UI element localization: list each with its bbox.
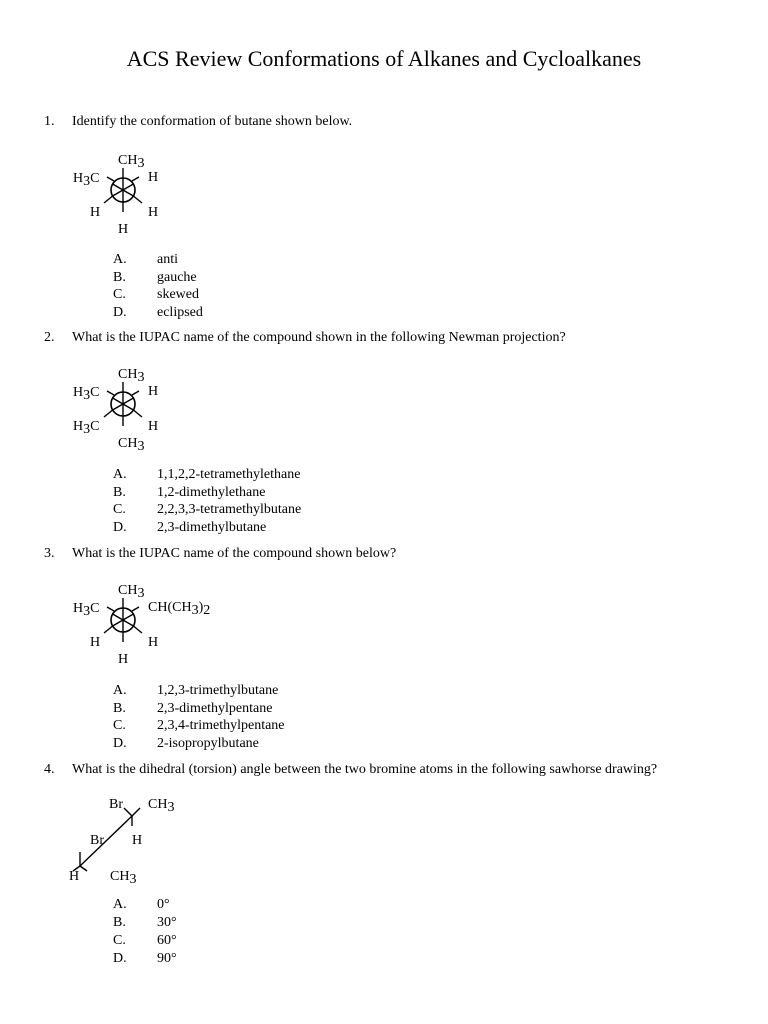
substituent-lower-right: H: [148, 635, 159, 650]
choice-letter: A.: [113, 467, 127, 482]
choice-letter: A.: [113, 897, 127, 912]
choice-text: 2,3-dimethylbutane: [157, 520, 267, 536]
atom-back-left: Br: [109, 797, 123, 812]
substituent-lower-left: H: [90, 205, 101, 220]
choice-letter: D.: [113, 305, 127, 321]
choice-text: 1,2-dimethylethane: [157, 484, 266, 500]
substituent-lower-left: H3C: [73, 419, 100, 437]
choice-letter: B.: [113, 700, 126, 716]
substituent-bottom: H: [118, 222, 129, 237]
choice-text: 2-isopropylbutane: [157, 736, 259, 752]
substituent-upper-right: CH(CH3)2: [148, 600, 211, 618]
atom-back-right: CH3: [148, 797, 175, 815]
choice-text: 1,2,3-trimethylbutane: [157, 683, 279, 698]
substituent-upper-left: H3C: [73, 601, 100, 619]
choice-text: 0°: [157, 897, 170, 912]
atom-front-left: H: [69, 869, 80, 884]
atom-front-up: Br: [90, 833, 104, 848]
choice-text: 30°: [157, 915, 177, 930]
substituent-bottom: CH3: [118, 436, 145, 454]
choice-letter: D.: [113, 951, 127, 966]
substituent-upper-right: H: [148, 384, 159, 399]
substituent-upper-right: H: [148, 170, 159, 185]
atom-back-down: H: [132, 833, 143, 848]
choice-text: 1,1,2,2-tetramethylethane: [157, 467, 301, 482]
choice-letter: D.: [113, 736, 127, 752]
substituent-top: CH3: [118, 367, 145, 385]
substituent-bottom: H: [118, 652, 129, 667]
choice-text: gauche: [157, 269, 197, 285]
choice-letter: B.: [113, 269, 126, 285]
question-number: 4.: [44, 762, 55, 777]
question-text: What is the dihedral (torsion) angle between the two bromine atoms in the following sawhorse drawing?: [72, 762, 658, 777]
choice-letter: D.: [113, 520, 127, 536]
choice-letter: A.: [113, 252, 127, 267]
substituent-lower-right: H: [148, 205, 159, 220]
substituent-top: CH3: [118, 583, 145, 601]
choice-text: 60°: [157, 933, 177, 948]
question-text: Identify the conformation of butane shown below.: [72, 114, 353, 129]
sawhorse-drawing: [60, 790, 260, 890]
substituent-upper-left: H3C: [73, 171, 100, 189]
question-number: 3.: [44, 546, 55, 561]
choice-letter: C.: [113, 287, 126, 303]
choice-text: anti: [157, 252, 178, 267]
choice-letter: C.: [113, 933, 126, 948]
choice-letter: B.: [113, 915, 126, 930]
newman-projection-2: [60, 362, 240, 462]
choice-text: 2,3,4-trimethylpentane: [157, 718, 285, 734]
choice-letter: C.: [113, 718, 126, 734]
choice-text: eclipsed: [157, 305, 203, 321]
page-title: ACS Review Conformations of Alkanes and Cycloalkanes: [126, 46, 642, 71]
substituent-lower-right: H: [148, 419, 159, 434]
substituent-upper-left: H3C: [73, 385, 100, 403]
choice-letter: A.: [113, 683, 127, 698]
choice-text: skewed: [157, 287, 199, 303]
newman-projection-3: [60, 578, 260, 678]
question-text: What is the IUPAC name of the compound shown below?: [72, 546, 397, 561]
choice-text: 2,3-dimethylpentane: [157, 700, 273, 716]
newman-projection-1: [60, 148, 240, 248]
choice-letter: B.: [113, 484, 126, 500]
substituent-lower-left: H: [90, 635, 101, 650]
question-number: 1.: [44, 114, 55, 129]
question-number: 2.: [44, 330, 55, 345]
choice-letter: C.: [113, 502, 126, 518]
choice-text: 90°: [157, 951, 177, 966]
choice-text: 2,2,3,3-tetramethylbutane: [157, 502, 302, 518]
question-text: What is the IUPAC name of the compound shown in the following Newman projection?: [72, 330, 566, 345]
atom-front-right: CH3: [110, 869, 137, 887]
substituent-top: CH3: [118, 153, 145, 171]
